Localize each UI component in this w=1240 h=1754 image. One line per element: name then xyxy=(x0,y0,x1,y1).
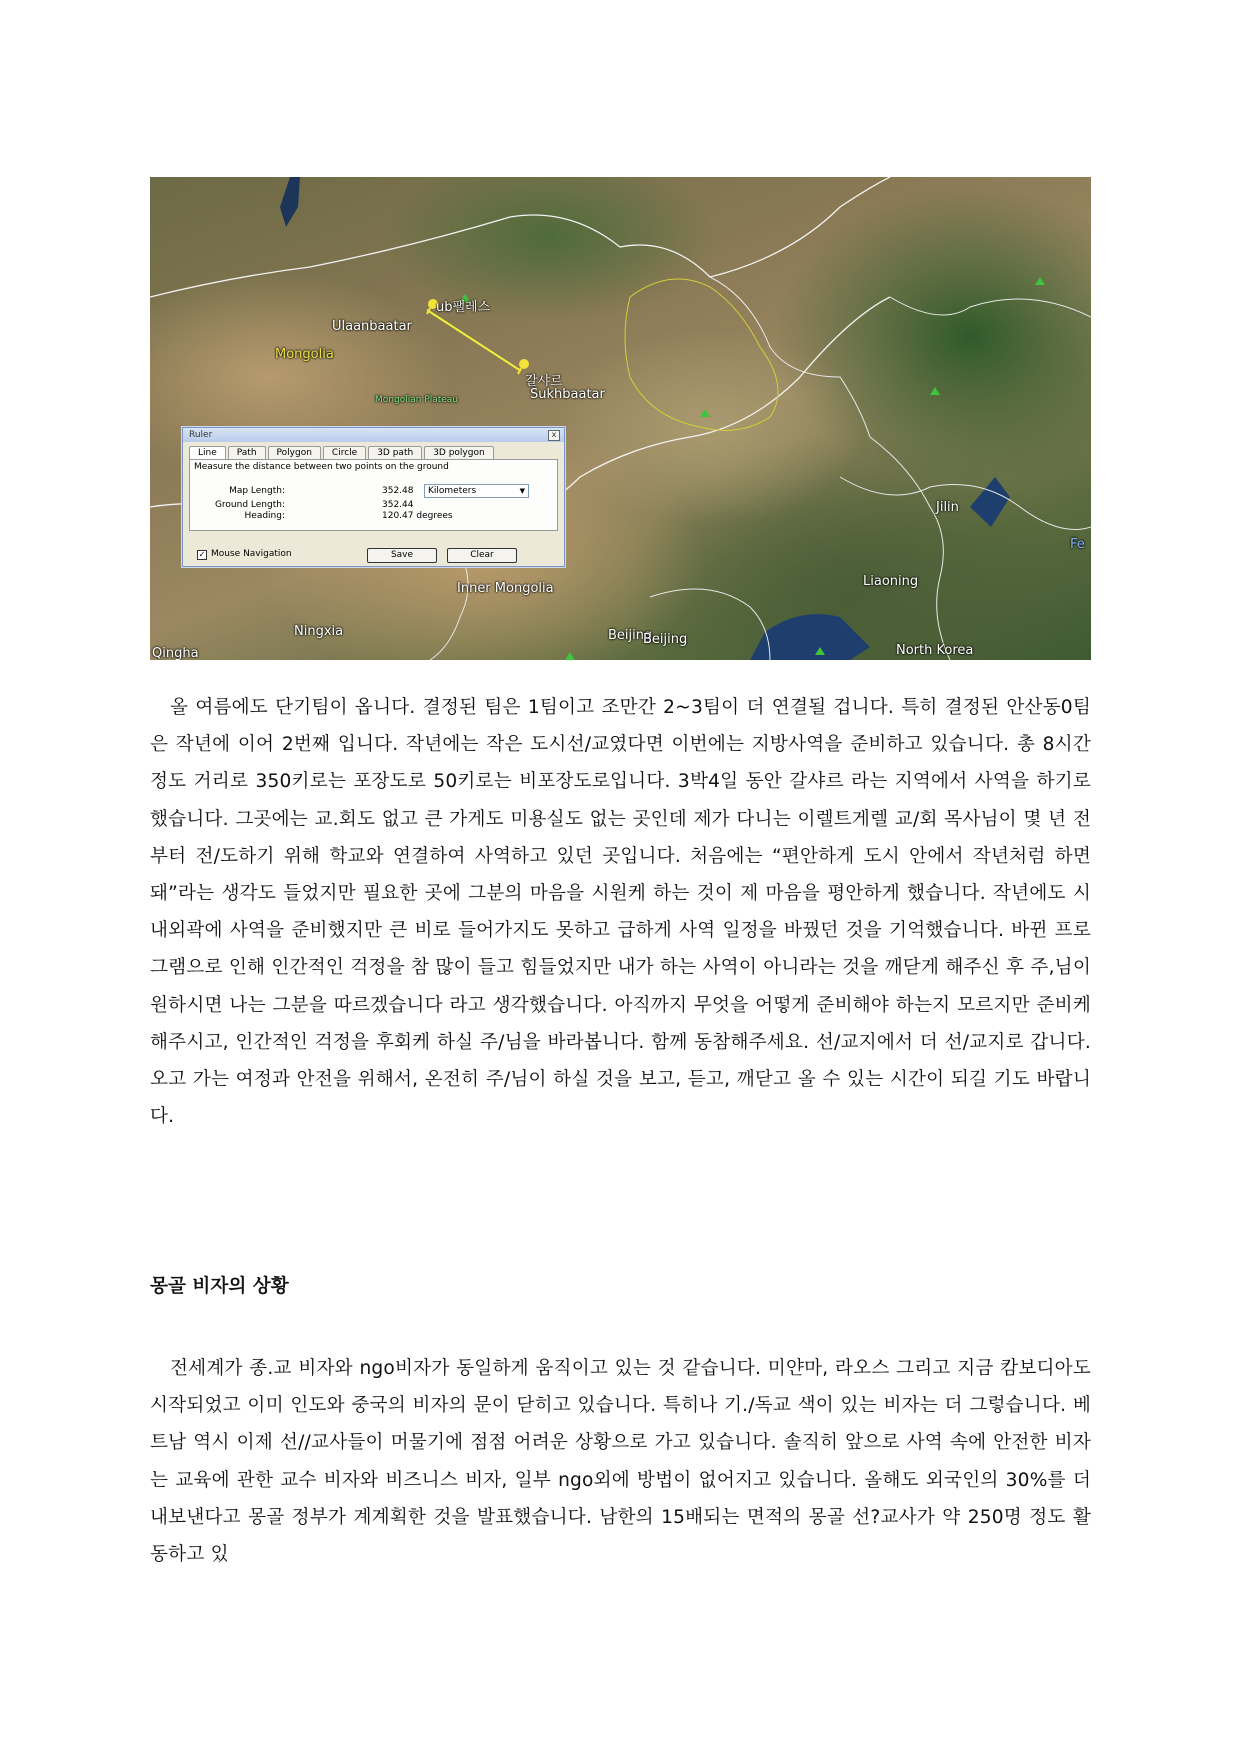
ground-length-value: 352.44 xyxy=(382,500,414,510)
units-select[interactable] xyxy=(424,484,529,498)
close-icon[interactable]: x xyxy=(548,430,560,441)
ground-length-label: Ground Length: xyxy=(214,500,285,510)
tab-3d-polygon[interactable]: 3D polygon xyxy=(424,446,494,459)
tab-line[interactable]: Line xyxy=(189,446,226,459)
place-marker-4 xyxy=(565,652,575,660)
ruler-line xyxy=(427,310,521,371)
map-label-inner-mongolia: Inner Mongolia xyxy=(457,581,554,596)
paragraph-visa xyxy=(150,1350,1091,1573)
map-label-north-korea: North Korea xyxy=(896,643,974,658)
place-marker-6 xyxy=(1035,277,1045,285)
map-label-galshar: 갈샤르 xyxy=(525,374,563,389)
border-province-1 xyxy=(710,277,950,660)
map-label-jilin: Jilin xyxy=(936,500,959,515)
map-overlay xyxy=(150,177,1091,660)
border-province-2 xyxy=(890,297,1091,317)
map-label-mongolia: Mongolia xyxy=(275,347,334,362)
ruler-title: Ruler xyxy=(189,430,213,440)
map-label-ub-palace: ub팰레스 xyxy=(436,300,491,315)
map-screenshot xyxy=(150,177,1091,660)
map-label-liaoning: Liaoning xyxy=(863,574,919,589)
ruler-description: Measure the distance between two points on the ground xyxy=(194,462,449,472)
water-east xyxy=(970,477,1010,527)
ruler-dialog xyxy=(182,427,565,567)
map-label-sukhbaatar: Sukhbaatar xyxy=(530,387,605,402)
map-label-ningxia: Ningxia xyxy=(294,624,344,639)
section-heading-visa: 몽골 비자의 상황 xyxy=(150,1276,289,1297)
map-length-label: Map Length: xyxy=(229,486,285,496)
border-sukhbaatar xyxy=(625,279,778,430)
map-label-qinghai: Qingha xyxy=(152,646,199,660)
tab-polygon[interactable]: Polygon xyxy=(268,446,321,459)
paragraph-summer-team xyxy=(150,689,1091,1135)
map-label-fe: Fe xyxy=(1070,537,1085,552)
map-label-ulaanbaatar: Ulaanbaatar xyxy=(332,319,412,334)
tab-circle[interactable]: Circle xyxy=(323,446,366,459)
map-length-value: 352.48 xyxy=(382,486,414,496)
place-marker-3 xyxy=(930,387,940,395)
map-label-mongolian-plateau: Mongolian Plateau xyxy=(375,395,459,405)
map-label-beijing-2: Beijing xyxy=(643,632,688,647)
units-selected-value: Kilometers xyxy=(428,486,477,496)
mouse-navigation-label: Mouse Navigation xyxy=(211,549,292,559)
mouse-navigation-checkbox[interactable]: ✓ xyxy=(198,550,206,559)
paragraph-1-text: 올 여름에도 단기팀이 옵니다. 결정된 팀은 1팀이고 조만간 2~3팀이 더 연결될 겁니다. 특히 결정된 안산동0팀은 작년에 이어 2번째 입니다. 작년에는 작은 도시선/교였다면 이번에는 지방사역을 준비하고 있습니다. 총 8시간 정도 거리로 350키로는 포장도로 50키로는 비포장도로입니다. 3박4일 동안 갈샤르 라는 지역에서 사역을 하기로 했습니다. 그곳에는 교.회도 없고 큰 가게도 미용실도 없는 곳인데 제가 다니는 이렐트게렐 교/회 목사님이 몇 년 전부터 전/도하기 위해 학교와 연결하여 사역하고 있던 곳입니다. 처음에는 “편안하게 도시 안에서 작년처럼 하면 돼”라는 생각도 들었지만 필요한 곳에 그분의 마음을 시원케 하는 것이 제 마음을 평안하게 했습니다. 작년에도 시내외곽에 사역을 준비했지만 큰 비로 들어가지도 못하고 급하게 사역 일정을 바꿨던 것을 기억했습니다. 바뀐 프로그램으로 인해 인간적인 걱정을 참 많이 들고 힘들었지만 내가 하는 사역이 아니라는 것을 깨닫게 해주신 후 주,님이 원하시면 나는 그분을 따르겠습니다 라고 생각했습니다. 아직까지 무엇을 어떻게 준비해야 하는지 모르지만 준비케 해주시고, 인간적인 걱정을 후회케 하실 주/님을 바라봅니다. 함께 동참해주세요. 선/교지에서 더 선/교지로 갑니다. 오고 가는 여정과 안전을 위해서, 온전히 주/님이 하실 것을 보고, 듣고, 깨닫고 올 수 있는 시간이 되길 기도 바랍니다. xyxy=(150,697,1091,1128)
paragraph-2-text: 전세계가 종.교 비자와 ngo비자가 동일하게 움직이고 있는 것 같습니다. 미얀마, 라오스 그리고 지금 캄보디아도 시작되었고 이미 인도와 중국의 비자의 문이 닫히고 있습니다. 특히나 기./독교 색이 있는 비자는 더 그렇습니다. 베트남 역시 이제 선//교사들이 머물기에 점점 어려운 상황으로 가고 있습니다. 솔직히 앞으로 사역 속에 안전한 비자는 교육에 관한 교수 비자와 비즈니스 비자, 일부 ngo외에 방법이 없어지고 있습니다. 올해도 외국인의 30%를 더 내보낸다고 몽골 정부가 계계획한 것을 발표했습니다. 남한의 15배되는 면적의 몽골 선?교사가 약 250명 정도 활동하고 있 xyxy=(150,1358,1091,1566)
border-province-5 xyxy=(650,589,770,660)
tab-path[interactable]: Path xyxy=(228,446,266,459)
ruler-pane xyxy=(189,459,558,531)
lake-khuvsgul xyxy=(280,177,300,227)
border-province-3 xyxy=(840,477,1091,530)
bohai-sea xyxy=(750,614,870,660)
heading-label: Heading: xyxy=(244,511,285,521)
clear-button[interactable]: Clear xyxy=(447,548,517,563)
ruler-tabs xyxy=(183,442,564,459)
map-label-beijing-1: Beijing xyxy=(608,628,653,643)
border-russia xyxy=(150,177,890,297)
save-button[interactable]: Save xyxy=(367,548,437,563)
chevron-down-icon: ▼ xyxy=(519,487,525,495)
place-marker-2 xyxy=(700,409,710,417)
heading-value: 120.47 degrees xyxy=(382,511,453,521)
ruler-titlebar[interactable] xyxy=(183,428,564,442)
tab-3d-path[interactable]: 3D path xyxy=(368,446,422,459)
